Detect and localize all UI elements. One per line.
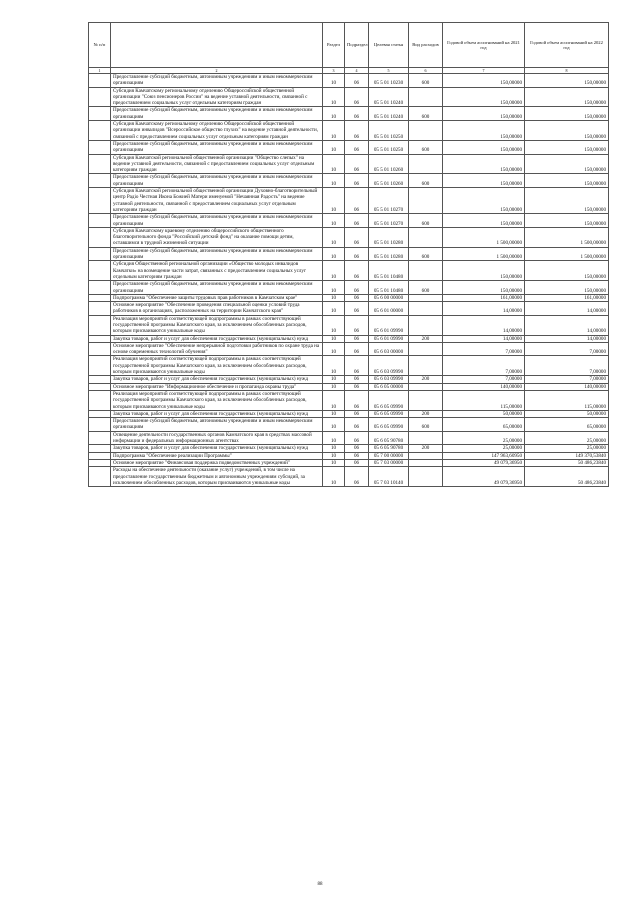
header-podrazdel: Подраздел [345,23,369,68]
row-razdel-cell: 10 [323,452,345,459]
table-row [89,431,609,445]
row-expense-type-cell: 600 [409,140,443,154]
row-expense-type-cell [409,302,443,316]
row-volume-2021-cell: 150,00000 [443,188,525,214]
row-podrazdel-cell: 06 [345,214,369,228]
table-row [89,467,609,487]
table-row [89,121,609,141]
row-volume-2022-cell: 140,00000 [525,383,609,390]
row-razdel-cell: 10 [323,376,345,383]
row-volume-2022-cell: 7,00000 [525,376,609,383]
row-expense-type-cell [409,383,443,390]
table-row [89,390,609,410]
col-number: 6 [409,68,443,74]
row-volume-2022-cell: 14,00000 [525,315,609,335]
row-volume-2022-cell: 150,00000 [525,281,609,295]
row-target-article-cell: 05 7 03 10140 [369,467,409,487]
row-volume-2022-cell: 50 486,23840 [525,459,609,466]
row-volume-2022-cell: 150,00000 [525,174,609,188]
row-volume-2021-cell: 150,00000 [443,121,525,141]
row-razdel-cell: 10 [323,261,345,281]
row-expense-type-cell: 600 [409,281,443,295]
table-row [89,188,609,214]
row-number-cell [89,107,111,121]
row-volume-2022-cell: 50,00000 [525,410,609,417]
table-body [89,74,609,487]
row-podrazdel-cell: 06 [345,467,369,487]
row-podrazdel-cell: 06 [345,121,369,141]
row-volume-2022-cell: 1 500,00000 [525,247,609,261]
row-razdel-cell: 10 [323,247,345,261]
row-number-cell [89,140,111,154]
row-name-cell: Закупка товаров, работ и услуг для обеспечения государственных (муниципальных) нужд [111,376,323,383]
row-number-cell [89,281,111,295]
table-row [89,174,609,188]
row-podrazdel-cell: 06 [345,294,369,301]
row-podrazdel-cell: 06 [345,445,369,452]
row-volume-2021-cell: 150,00000 [443,140,525,154]
row-number-cell [89,383,111,390]
row-name-cell: Закупка товаров, работ и услуг для обеспечения государственных (муниципальных) нужд [111,335,323,342]
row-number-cell [89,467,111,487]
col-number: 1 [89,68,111,74]
row-expense-type-cell [409,154,443,174]
col-number: 7 [443,68,525,74]
row-volume-2021-cell: 150,00000 [443,74,525,88]
row-name-cell: Предоставление субсидий бюджетным, автономным учреждениям и иным некоммерческим организациям [111,74,323,88]
table-row [89,356,609,376]
row-name-cell: Реализация мероприятий соответствующей подпрограммы в рамках соответствующей государственной программы Камчатского края, за исключением обособленных расходов, которым присваиваются уникальные коды [111,356,323,376]
row-name-cell: Предоставление субсидий бюджетным, автономным учреждениям и иным некоммерческим организациям [111,174,323,188]
row-number-cell [89,390,111,410]
row-volume-2021-cell: 150,00000 [443,214,525,228]
row-expense-type-cell: 200 [409,376,443,383]
row-volume-2021-cell: 140,00000 [443,383,525,390]
row-podrazdel-cell: 06 [345,418,369,432]
table-row [89,154,609,174]
row-target-article-cell: 05 5 01 10270 [369,188,409,214]
row-target-article-cell: 05 5 01 10250 [369,140,409,154]
table-row [89,281,609,295]
row-name-cell: Подпрограмма "Обеспечение реализации Программы" [111,452,323,459]
row-volume-2022-cell: 150,00000 [525,107,609,121]
table-row [89,74,609,88]
row-volume-2022-cell: 14,00000 [525,302,609,316]
table-row [89,410,609,417]
row-target-article-cell: 05 5 01 10260 [369,174,409,188]
row-volume-2021-cell: 150,00000 [443,281,525,295]
table-row [89,459,609,466]
table-row [89,107,609,121]
row-target-article-cell: 05 6 01 00000 [369,302,409,316]
row-target-article-cell: 05 6 01 09990 [369,315,409,335]
row-volume-2022-cell: 50 486,23840 [525,467,609,487]
row-volume-2021-cell: 49 079,36950 [443,467,525,487]
row-volume-2022-cell: 1 500,00000 [525,227,609,247]
row-name-cell: Расходы на обеспечение деятельности (оказание услуг) учреждений, в том числе на предоставление государственным бюджетным и автономным учреждениям субсидий, за исключением обособленных расходов, которым присваиваются уникальные коды [111,467,323,487]
row-podrazdel-cell: 06 [345,459,369,466]
row-volume-2021-cell: 65,00000 [443,418,525,432]
row-number-cell [89,445,111,452]
row-podrazdel-cell: 06 [345,154,369,174]
table-header-row [89,23,609,68]
row-number-cell [89,188,111,214]
row-expense-type-cell [409,294,443,301]
row-expense-type-cell [409,121,443,141]
row-expense-type-cell [409,188,443,214]
row-name-cell: Реализация мероприятий соответствующей подпрограммы в рамках соответствующей государственной программы Камчатского края, за исключением обособленных расходов, которым присваиваются уникальные коды [111,315,323,335]
row-podrazdel-cell: 06 [345,335,369,342]
row-name-cell: Предоставление субсидий бюджетным, автономным учреждениям и иным некоммерческим организациям [111,418,323,432]
row-expense-type-cell: 600 [409,247,443,261]
row-expense-type-cell: 200 [409,335,443,342]
row-volume-2022-cell: 150,00000 [525,188,609,214]
table-row [89,342,609,356]
row-target-article-cell: 05 5 01 10270 [369,214,409,228]
row-expense-type-cell: 200 [409,410,443,417]
row-volume-2021-cell: 1 500,00000 [443,227,525,247]
row-volume-2022-cell: 150,00000 [525,214,609,228]
row-name-cell: Освещение деятельности государственных органов Камчатского края в средствах массовой информации и федеральных информационных агентствах [111,431,323,445]
row-podrazdel-cell: 06 [345,261,369,281]
row-razdel-cell: 10 [323,107,345,121]
row-podrazdel-cell: 06 [345,87,369,107]
row-name-cell: Основное мероприятие "Обеспечение проведения специальной оценки условий труда работников в организациях, расположенных на территории Камчатского края" [111,302,323,316]
row-number-cell [89,459,111,466]
row-expense-type-cell: 600 [409,214,443,228]
row-podrazdel-cell: 06 [345,356,369,376]
row-volume-2021-cell: 115,00000 [443,390,525,410]
table-row [89,294,609,301]
row-volume-2021-cell: 150,00000 [443,261,525,281]
row-expense-type-cell [409,467,443,487]
row-number-cell [89,294,111,301]
row-podrazdel-cell: 06 [345,227,369,247]
row-name-cell: Предоставление субсидий бюджетным, автономным учреждениям и иным некоммерческим организациям [111,214,323,228]
row-target-article-cell: 05 5 01 10240 [369,107,409,121]
row-volume-2021-cell: 150,00000 [443,87,525,107]
row-razdel-cell: 10 [323,174,345,188]
row-name-cell: Субсидия Камчатскому региональному отделению Общероссийской общественной организации инвалидов "Всероссийское общество глухих" на ведение уставной деятельности, связанной с предоставлением социальных услуг отдельным категориям граждан [111,121,323,141]
table-row [89,335,609,342]
header-razdel: Раздел [323,23,345,68]
row-expense-type-cell [409,342,443,356]
row-target-article-cell: 05 5 01 10480 [369,261,409,281]
row-name-cell: Предоставление субсидий бюджетным, автономным учреждениям и иным некоммерческим организациям [111,247,323,261]
row-razdel-cell: 10 [323,445,345,452]
row-expense-type-cell: 600 [409,107,443,121]
row-name-cell: Закупка товаров, работ и услуг для обеспечения государственных (муниципальных) нужд [111,410,323,417]
row-podrazdel-cell: 06 [345,188,369,214]
row-volume-2021-cell: 1 500,00000 [443,247,525,261]
header-expense-type: Вид расходов [409,23,443,68]
row-name-cell: Основное мероприятие "Обеспечение непрерывной подготовки работников по охране труда на основе современных технологий обучения" [111,342,323,356]
col-number: 4 [345,68,369,74]
row-expense-type-cell: 200 [409,445,443,452]
row-target-article-cell: 05 6 01 09990 [369,335,409,342]
row-target-article-cell: 05 6 03 00000 [369,342,409,356]
table-row [89,214,609,228]
table-row [89,383,609,390]
row-target-article-cell: 05 6 05 90780 [369,445,409,452]
row-podrazdel-cell: 06 [345,342,369,356]
row-volume-2022-cell: 150,00000 [525,74,609,88]
row-target-article-cell: 05 6 00 00000 [369,294,409,301]
row-number-cell [89,452,111,459]
table-row [89,418,609,432]
row-target-article-cell: 05 5 01 10260 [369,154,409,174]
row-volume-2021-cell: 25,00000 [443,445,525,452]
row-number-cell [89,174,111,188]
row-razdel-cell: 10 [323,459,345,466]
row-number-cell [89,227,111,247]
col-number: 8 [525,68,609,74]
row-expense-type-cell [409,356,443,376]
row-number-cell [89,418,111,432]
row-expense-type-cell [409,261,443,281]
row-target-article-cell: 05 6 03 09990 [369,376,409,383]
row-volume-2022-cell: 65,00000 [525,418,609,432]
row-razdel-cell: 10 [323,74,345,88]
row-razdel-cell: 10 [323,214,345,228]
row-razdel-cell: 10 [323,281,345,295]
row-podrazdel-cell: 06 [345,376,369,383]
row-expense-type-cell [409,390,443,410]
row-number-cell [89,410,111,417]
row-volume-2021-cell: 14,00000 [443,335,525,342]
row-volume-2021-cell: 14,00000 [443,302,525,316]
table-row [89,315,609,335]
row-volume-2022-cell: 150,00000 [525,154,609,174]
row-podrazdel-cell: 06 [345,431,369,445]
row-razdel-cell: 10 [323,227,345,247]
row-expense-type-cell [409,459,443,466]
row-podrazdel-cell: 06 [345,390,369,410]
row-name-cell: Предоставление субсидий бюджетным, автономным учреждениям и иным некоммерческим организациям [111,107,323,121]
row-volume-2021-cell: 25,00000 [443,431,525,445]
row-volume-2021-cell: 150,00000 [443,154,525,174]
row-name-cell: Закупка товаров, работ и услуг для обеспечения государственных (муниципальных) нужд [111,445,323,452]
row-expense-type-cell: 600 [409,174,443,188]
col-number: 3 [323,68,345,74]
header-volume-2021: Годовой объем ассигнований на 2021 год [443,23,525,68]
row-volume-2022-cell: 149 370,53840 [525,452,609,459]
row-razdel-cell: 10 [323,431,345,445]
row-podrazdel-cell: 06 [345,174,369,188]
table-row [89,140,609,154]
row-number-cell [89,302,111,316]
row-name-cell: Субсидия Камчатской региональной общественной организации "Общество слепых" на ведение уставной деятельности, связанной с предоставлением социальных услуг отдельным категориям граждан [111,154,323,174]
row-number-cell [89,121,111,141]
col-number: 2 [111,68,323,74]
row-number-cell [89,335,111,342]
row-volume-2021-cell: 7,00000 [443,356,525,376]
row-number-cell [89,342,111,356]
row-number-cell [89,261,111,281]
row-number-cell [89,214,111,228]
table-row [89,247,609,261]
row-name-cell: Субсидия Камчатской региональной общественной организации Духовно-благотворительный центр Радio Честная Икона Божией Матери именуемой "Нечаянная Радость" на ведение уставной деятельности, связанной с предоставлением социальных услуг отдельным категориям граждан [111,188,323,214]
row-podrazdel-cell: 06 [345,452,369,459]
row-podrazdel-cell: 06 [345,315,369,335]
row-podrazdel-cell: 06 [345,140,369,154]
row-razdel-cell: 10 [323,335,345,342]
table-row [89,227,609,247]
row-target-article-cell: 05 7 03 00000 [369,459,409,466]
row-razdel-cell: 10 [323,410,345,417]
row-expense-type-cell [409,315,443,335]
row-expense-type-cell [409,227,443,247]
page-number: 88 [317,882,323,887]
row-podrazdel-cell: 06 [345,247,369,261]
row-target-article-cell: 05 5 01 10280 [369,227,409,247]
row-number-cell [89,376,111,383]
row-volume-2021-cell: 50,00000 [443,410,525,417]
row-target-article-cell: 05 5 01 10280 [369,247,409,261]
row-number-cell [89,87,111,107]
row-name-cell: Субсидия Общественной региональной организации «Общество молодых инвалидов Камчатки» на возмещение части затрат, связанных с предоставлением социальных услуг отдельным категориям граждан [111,261,323,281]
row-podrazdel-cell: 06 [345,74,369,88]
row-name-cell: Субсидия Камчатскому региональному отделению Общероссийской общественной организации "Союз пенсионеров России" на ведение уставной деятельности, связанной с предоставлением социальных услуг отдельным категориям граждан [111,87,323,107]
row-volume-2021-cell: 7,00000 [443,376,525,383]
row-volume-2021-cell: 7,00000 [443,342,525,356]
row-target-article-cell: 05 6 03 09990 [369,356,409,376]
row-name-cell: Реализация мероприятий соответствующей подпрограммы в рамках соответствующей государственной программы Камчатского края, за исключением обособленных расходов, которым присваиваются уникальные коды [111,390,323,410]
row-target-article-cell: 05 6 05 09990 [369,410,409,417]
row-target-article-cell: 05 5 01 10480 [369,281,409,295]
row-target-article-cell: 05 6 05 09990 [369,390,409,410]
row-volume-2022-cell: 7,00000 [525,356,609,376]
row-target-article-cell: 05 6 05 00000 [369,383,409,390]
row-number-cell [89,315,111,335]
row-volume-2021-cell: 49 079,36950 [443,459,525,466]
row-razdel-cell: 10 [323,302,345,316]
row-podrazdel-cell: 06 [345,107,369,121]
row-razdel-cell: 10 [323,154,345,174]
table-row [89,302,609,316]
row-volume-2021-cell: 150,00000 [443,107,525,121]
row-razdel-cell: 10 [323,294,345,301]
table-row [89,87,609,107]
row-name-cell: Основное мероприятие "Информационное обеспечение и пропаганда охраны труда" [111,383,323,390]
row-target-article-cell: 05 7 00 00000 [369,452,409,459]
row-volume-2022-cell: 150,00000 [525,87,609,107]
row-volume-2022-cell: 115,00000 [525,390,609,410]
budget-table [88,22,609,487]
row-name-cell: Подпрограмма "Обеспечение защиты трудовых прав работников в Камчатском крае" [111,294,323,301]
row-number-cell [89,154,111,174]
row-volume-2022-cell: 25,00000 [525,445,609,452]
row-razdel-cell: 10 [323,383,345,390]
row-volume-2022-cell: 25,00000 [525,431,609,445]
table-row [89,445,609,452]
row-expense-type-cell: 600 [409,418,443,432]
row-razdel-cell: 10 [323,342,345,356]
row-number-cell [89,431,111,445]
row-expense-type-cell [409,452,443,459]
row-target-article-cell: 05 6 05 90780 [369,431,409,445]
row-expense-type-cell [409,431,443,445]
row-podrazdel-cell: 06 [345,302,369,316]
row-volume-2022-cell: 161,00000 [525,294,609,301]
table-row [89,261,609,281]
row-volume-2021-cell: 161,00000 [443,294,525,301]
row-razdel-cell: 10 [323,356,345,376]
row-name-cell: Предоставление субсидий бюджетным, автономным учреждениям и иным некоммерческим организациям [111,140,323,154]
row-razdel-cell: 10 [323,188,345,214]
row-volume-2022-cell: 150,00000 [525,121,609,141]
table-row [89,376,609,383]
row-expense-type-cell [409,87,443,107]
row-razdel-cell: 10 [323,390,345,410]
header-target-article: Целевая статья [369,23,409,68]
header-name [111,23,323,68]
col-number: 5 [369,68,409,74]
header-num: № п/п [89,23,111,68]
row-razdel-cell: 10 [323,467,345,487]
row-name-cell: Основное мероприятие "Финансовая поддержка подведомственных учреждений" [111,459,323,466]
row-podrazdel-cell: 06 [345,410,369,417]
row-target-article-cell: 05 5 01 10250 [369,121,409,141]
row-razdel-cell: 10 [323,418,345,432]
header-volume-2022: Годовой объем ассигнований на 2022 год [525,23,609,68]
row-razdel-cell: 10 [323,87,345,107]
row-razdel-cell: 10 [323,140,345,154]
row-target-article-cell: 05 5 01 10230 [369,74,409,88]
row-podrazdel-cell: 06 [345,383,369,390]
row-podrazdel-cell: 06 [345,281,369,295]
row-number-cell [89,74,111,88]
row-expense-type-cell: 600 [409,74,443,88]
row-name-cell: Предоставление субсидий бюджетным, автономным учреждениям и иным некоммерческим организациям [111,281,323,295]
row-target-article-cell: 05 5 01 10240 [369,87,409,107]
table-row [89,452,609,459]
row-volume-2022-cell: 150,00000 [525,261,609,281]
row-volume-2021-cell: 150,00000 [443,174,525,188]
row-number-cell [89,356,111,376]
row-volume-2021-cell: 147 963,60950 [443,452,525,459]
row-volume-2021-cell: 14,00000 [443,315,525,335]
row-number-cell [89,247,111,261]
row-razdel-cell: 10 [323,121,345,141]
row-volume-2022-cell: 14,00000 [525,335,609,342]
row-target-article-cell: 05 6 05 09990 [369,418,409,432]
row-razdel-cell: 10 [323,315,345,335]
row-volume-2022-cell: 7,00000 [525,342,609,356]
row-volume-2022-cell: 150,00000 [525,140,609,154]
row-name-cell: Субсидия Камчатскому краевому отделению общероссийского общественного благотворительного фонда "Российский детский фонд" на оказание помощи детям, оставшимся в трудной жизненной ситуации [111,227,323,247]
